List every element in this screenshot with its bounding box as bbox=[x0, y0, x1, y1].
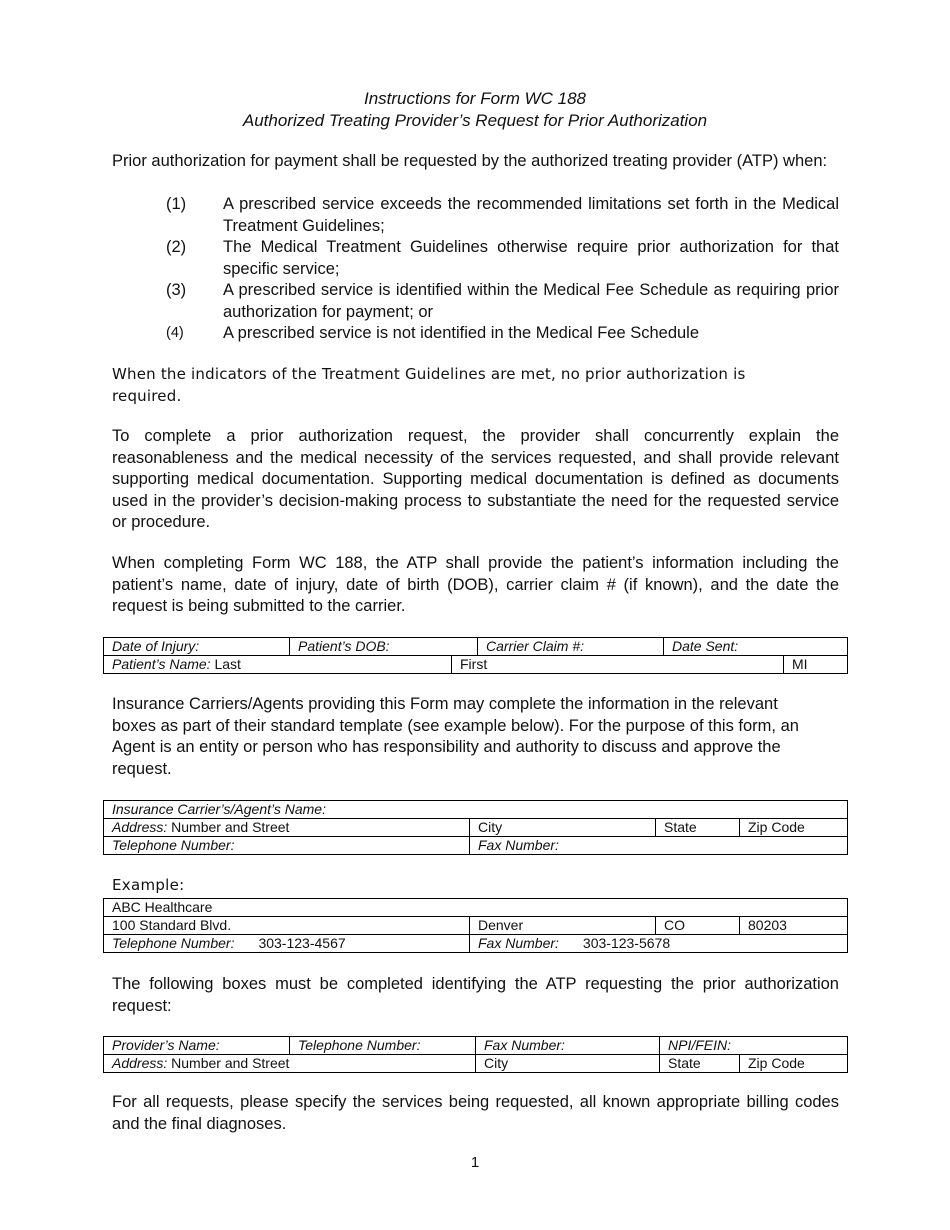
address-hint: Number and Street bbox=[171, 1055, 290, 1071]
provider-state-field[interactable]: State bbox=[660, 1055, 740, 1073]
patient-first-name-field[interactable]: First bbox=[452, 656, 784, 674]
list-item bbox=[166, 280, 839, 323]
carrier-info-table bbox=[103, 800, 848, 855]
conditions-list bbox=[166, 194, 839, 345]
document-subtitle: Authorized Treating Provider’s Request for Prior Authorization bbox=[242, 111, 708, 130]
final-paragraph: For all requests, please specify the services being requested, all known appropriate billing codes and the final diagnoses. bbox=[112, 1093, 839, 1133]
provider-phone-field[interactable]: Telephone Number: bbox=[290, 1037, 476, 1055]
example-fax-label: Fax Number: bbox=[478, 935, 559, 951]
address-label: Address: bbox=[112, 1055, 168, 1071]
example-fax-cell bbox=[470, 935, 848, 953]
list-item-text: A prescribed service is not identified in the Medical Fee Schedule bbox=[223, 324, 700, 342]
example-label: Example: bbox=[112, 876, 185, 894]
provider-address-field[interactable] bbox=[104, 1055, 476, 1073]
date-sent-field[interactable]: Date Sent: bbox=[664, 638, 848, 656]
list-item-number: (2) bbox=[166, 238, 187, 256]
example-street-cell: 100 Standard Blvd. bbox=[104, 917, 470, 935]
page-number: 1 bbox=[470, 1154, 480, 1171]
provider-paragraph: The following boxes must be completed identifying the ATP requesting the prior authorization request: bbox=[112, 975, 839, 1015]
list-item-text: A prescribed service exceeds the recommended limitations set forth in the Medical Treatment Guidelines; bbox=[223, 195, 839, 235]
guidelines-note: When the indicators of the Treatment Guidelines are met, no prior authorization is required. bbox=[112, 365, 746, 405]
patient-mi-field[interactable]: MI bbox=[784, 656, 848, 674]
patient-last-name-field[interactable] bbox=[104, 656, 452, 674]
patient-info-table bbox=[103, 637, 848, 674]
provider-name-field[interactable]: Provider’s Name: bbox=[104, 1037, 290, 1055]
address-label: Address: bbox=[112, 819, 168, 835]
list-item bbox=[166, 323, 839, 345]
carrier-state-field[interactable]: State bbox=[656, 819, 740, 837]
example-fax-value: 303-123-5678 bbox=[582, 935, 671, 951]
carrier-agent-paragraph: Insurance Carriers/Agents providing this Form may complete the information in the relevant boxes as part of their standard template (see example below). For the purpose of this form, an Agent is an entity or person who has responsibility and authority to discuss and approve the request. bbox=[112, 695, 799, 778]
carrier-zip-field[interactable]: Zip Code bbox=[740, 819, 848, 837]
example-phone-value: 303-123-4567 bbox=[258, 935, 346, 951]
carrier-fax-field[interactable]: Fax Number: bbox=[470, 837, 848, 855]
patient-info-paragraph: When completing Form WC 188, the ATP shall provide the patient’s information including the patient’s name, date of injury, date of birth (DOB), carrier claim # (if known), and the date the request is being submitted to the carrier. bbox=[112, 554, 839, 615]
document-title: Instructions for Form WC 188 bbox=[363, 89, 586, 108]
intro-paragraph: Prior authorization for payment shall be requested by the authorized treating provider (ATP) when: bbox=[112, 152, 828, 170]
list-item bbox=[166, 237, 839, 280]
example-phone-cell bbox=[104, 935, 470, 953]
provider-city-field[interactable]: City bbox=[476, 1055, 660, 1073]
example-city-cell: Denver bbox=[470, 917, 656, 935]
example-state-cell: CO bbox=[656, 917, 740, 935]
last-name-hint: Last bbox=[214, 656, 241, 672]
provider-fax-field[interactable]: Fax Number: bbox=[476, 1037, 660, 1055]
patient-dob-field[interactable]: Patient’s DOB: bbox=[290, 638, 478, 656]
list-item-text: A prescribed service is identified within the Medical Fee Schedule as requiring prior authorization for payment; or bbox=[223, 281, 839, 321]
carrier-name-field[interactable]: Insurance Carrier’s/Agent’s Name: bbox=[104, 801, 848, 819]
list-item-text: The Medical Treatment Guidelines otherwise require prior authorization for that specific service; bbox=[223, 238, 839, 278]
example-name-cell: ABC Healthcare bbox=[104, 899, 848, 917]
patient-name-label: Patient’s Name: bbox=[112, 656, 211, 672]
date-of-injury-field[interactable]: Date of Injury: bbox=[104, 638, 290, 656]
list-item-number: (4) bbox=[166, 325, 184, 341]
carrier-claim-field[interactable]: Carrier Claim #: bbox=[478, 638, 664, 656]
example-table bbox=[103, 898, 848, 953]
list-item bbox=[166, 194, 839, 237]
complete-request-paragraph: To complete a prior authorization request, the provider shall concurrently explain the reasonableness and the medical necessity of the services requested, and shall provide relevant supporting medical documentation. Supporting medical documentation is defined as documents used in the provider’s decision-making process to substantiate the need for the requested service or procedure. bbox=[112, 427, 839, 531]
list-item-number: (3) bbox=[166, 281, 187, 299]
provider-info-table bbox=[103, 1036, 848, 1073]
provider-npi-field[interactable]: NPI/FEIN: bbox=[660, 1037, 848, 1055]
carrier-city-field[interactable]: City bbox=[470, 819, 656, 837]
carrier-address-field[interactable] bbox=[104, 819, 470, 837]
address-hint: Number and Street bbox=[171, 819, 290, 835]
example-phone-label: Telephone Number: bbox=[112, 935, 235, 951]
carrier-phone-field[interactable]: Telephone Number: bbox=[104, 837, 470, 855]
provider-zip-field[interactable]: Zip Code bbox=[740, 1055, 848, 1073]
list-item-number: (1) bbox=[166, 195, 187, 213]
example-zip-cell: 80203 bbox=[740, 917, 848, 935]
